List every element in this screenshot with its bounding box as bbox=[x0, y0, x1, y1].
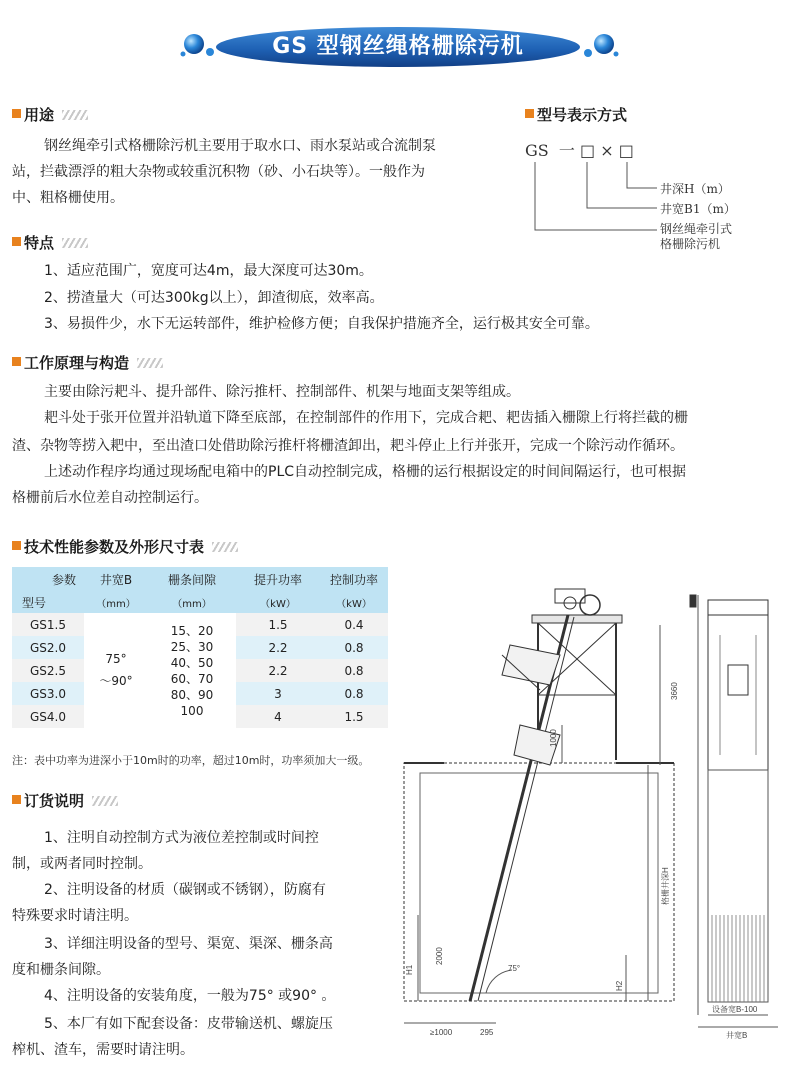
cell-lift: 3 bbox=[236, 682, 320, 705]
principle-line-4: 上述动作程序均通过现场配电箱中的PLC自动控制完成，格栅的运行根据设定的时间间隔运行，也可根据 bbox=[44, 464, 687, 480]
spec-header-row-1 bbox=[12, 567, 388, 591]
model-label-type-2: 格栅除污机 bbox=[660, 237, 721, 251]
model-code: GS 一 □ × □ bbox=[525, 141, 634, 160]
bullet-square-icon bbox=[12, 541, 21, 550]
order-line-6: 度和栅条间隙。 bbox=[12, 962, 110, 978]
order-line-2: 制，或两者同时控制。 bbox=[12, 856, 152, 872]
cell-model: GS2.0 bbox=[12, 636, 84, 659]
header-ctrl: 控制功率 bbox=[320, 567, 388, 591]
order-line-4: 特殊要求时请注明。 bbox=[12, 908, 138, 924]
feature-item-1: 1、适应范围广，宽度可达4m，最大深度可达30m。 bbox=[44, 263, 373, 279]
header-param: 参数 bbox=[12, 567, 84, 591]
width-value-2: ～90° bbox=[99, 674, 133, 688]
cell-ctrl: 1.5 bbox=[320, 705, 388, 728]
model-code-leaders bbox=[525, 160, 665, 240]
title-banner bbox=[188, 24, 608, 70]
dim-1000: 1000 bbox=[549, 729, 558, 747]
order-line-9: 榨机、渣车，需要时请注明。 bbox=[12, 1042, 194, 1058]
side-frame bbox=[708, 600, 768, 770]
cell-ctrl: 0.8 bbox=[320, 682, 388, 705]
bullet-square-icon bbox=[12, 109, 21, 118]
bullet-square-icon bbox=[525, 109, 534, 118]
usage-line-1: 钢丝绳牵引式格栅除污机主要用于取水口、雨水泵站或合流制泵 bbox=[44, 138, 436, 154]
order-line-5: 3、详细注明设备的型号、渠宽、渠深、栅条高 bbox=[44, 936, 333, 952]
gap-value: 60、70 bbox=[170, 671, 214, 686]
stripes-icon bbox=[62, 238, 88, 248]
cell-lift: 1.5 bbox=[236, 613, 320, 636]
gap-value: 15、20 bbox=[170, 623, 214, 638]
dim-equip-width: 设备宽B-100 bbox=[712, 1005, 758, 1014]
stripes-icon bbox=[62, 110, 88, 120]
table-row bbox=[12, 613, 388, 636]
cell-lift: 2.2 bbox=[236, 636, 320, 659]
cell-model: GS1.5 bbox=[12, 613, 84, 636]
header-lift-unit: （kW） bbox=[236, 591, 320, 613]
spec-header-row-2 bbox=[12, 591, 388, 613]
gap-value: 100 bbox=[180, 703, 204, 718]
cell-width bbox=[84, 613, 148, 728]
header-width-unit: （mm） bbox=[84, 591, 148, 613]
pit-inner bbox=[420, 773, 658, 993]
dim-depth: 格栅井深H bbox=[661, 867, 670, 905]
feature-item-3: 3、易损件少，水下无运转部件，维护检修方便；自我保护措施齐全，运行极其安全可靠。 bbox=[44, 316, 599, 332]
rake-bucket bbox=[502, 645, 560, 685]
bullet-square-icon bbox=[12, 357, 21, 366]
usage-line-2: 站，拦截漂浮的粗大杂物或较重沉积物（砂、小石块等）。一般作为 bbox=[12, 164, 425, 180]
features-heading: 特点 bbox=[12, 232, 88, 254]
principle-line-5: 格栅前后水位差自动控制运行。 bbox=[12, 490, 208, 506]
cell-lift: 4 bbox=[236, 705, 320, 728]
right-orb-icon bbox=[580, 30, 620, 60]
header-lift: 提升功率 bbox=[236, 567, 320, 591]
cell-gaps bbox=[148, 613, 236, 728]
header-ctrl-unit: （kW） bbox=[320, 591, 388, 613]
order-line-3: 2、注明设备的材质（碳钢或不锈钢），防腐有 bbox=[44, 882, 326, 898]
order-line-1: 1、注明自动控制方式为液位差控制或时间控 bbox=[44, 830, 319, 846]
width-value-1: 75° bbox=[105, 652, 127, 666]
cell-model: GS3.0 bbox=[12, 682, 84, 705]
cell-model: GS4.0 bbox=[12, 705, 84, 728]
order-line-8: 5、本厂有如下配套设备：皮带输送机、螺旋压 bbox=[44, 1016, 333, 1032]
stripes-icon bbox=[137, 358, 163, 368]
dim-h1: H1 bbox=[405, 964, 414, 975]
stripes-icon bbox=[212, 542, 238, 552]
dim-angle: 75° bbox=[508, 964, 521, 973]
page-title: GS 型钢丝绳格栅除污机 bbox=[272, 34, 524, 59]
cell-model: GS2.5 bbox=[12, 659, 84, 682]
left-orb-icon bbox=[180, 30, 220, 60]
bullet-square-icon bbox=[12, 237, 21, 246]
model-code-heading: 型号表示方式 bbox=[525, 104, 627, 126]
dim-3660: 3660 bbox=[670, 682, 679, 700]
stripes-icon bbox=[92, 796, 118, 806]
dim-ge-1000: ≥1000 bbox=[430, 1028, 453, 1037]
usage-heading: 用途 bbox=[12, 104, 88, 126]
header-gap-unit: （mm） bbox=[148, 591, 236, 613]
gap-value: 80、90 bbox=[170, 687, 214, 702]
order-line-7: 4、注明设备的安装角度，一般为75° 或90° 。 bbox=[44, 988, 336, 1004]
spec-heading: 技术性能参数及外形尺寸表 bbox=[12, 536, 238, 558]
model-label-type-1: 钢丝绳牵引式 bbox=[660, 222, 733, 236]
cell-lift: 2.2 bbox=[236, 659, 320, 682]
cell-ctrl: 0.4 bbox=[320, 613, 388, 636]
header-width: 井宽B bbox=[84, 567, 148, 591]
bullet-square-icon bbox=[12, 795, 21, 804]
top-beam bbox=[532, 615, 622, 623]
technical-drawing bbox=[390, 575, 790, 1045]
principle-line-1: 主要由除污耙斗、提升部件、除污推杆、控制部件、机架与地面支架等组成。 bbox=[44, 384, 520, 400]
order-heading: 订货说明 bbox=[12, 790, 118, 812]
dim-2000: 2000 bbox=[435, 947, 444, 965]
gap-value: 25、30 bbox=[170, 639, 214, 654]
usage-line-3: 中、粗格栅使用。 bbox=[12, 190, 124, 206]
gap-value: 40、50 bbox=[170, 655, 214, 670]
principle-line-2: 耙斗处于张开位置并沿轨道下降至底部，在控制部件的作用下，完成合耙、耙齿插入栅隙上行将拦截的栅 bbox=[44, 410, 688, 426]
spec-table bbox=[12, 567, 388, 728]
spec-note: 注：表中功率为进深小于10m时的功率，超过10m时，功率须加大一级。 bbox=[12, 754, 370, 767]
header-gap: 栅条间隙 bbox=[148, 567, 236, 591]
header-model: 型号 bbox=[12, 591, 84, 613]
model-label-depth: 井深H（m） bbox=[660, 182, 730, 196]
pit-outline bbox=[404, 763, 674, 1001]
dim-h2: H2 bbox=[615, 980, 624, 991]
cell-ctrl: 0.8 bbox=[320, 659, 388, 682]
feature-item-2: 2、捞渣量大（可达300kg以上），卸渣彻底，效率高。 bbox=[44, 290, 384, 306]
principle-line-3: 渣、杂物等捞入耙中，至出渣口处借助除污推杆将栅渣卸出，耙斗停止上行并张开，完成一个除污动作循环。 bbox=[12, 438, 684, 454]
dim-pit-width: 井宽B bbox=[726, 1031, 748, 1040]
cell-ctrl: 0.8 bbox=[320, 636, 388, 659]
model-label-width: 井宽B1（m） bbox=[660, 202, 736, 216]
dim-295: 295 bbox=[480, 1028, 494, 1037]
principle-heading: 工作原理与构造 bbox=[12, 352, 163, 374]
